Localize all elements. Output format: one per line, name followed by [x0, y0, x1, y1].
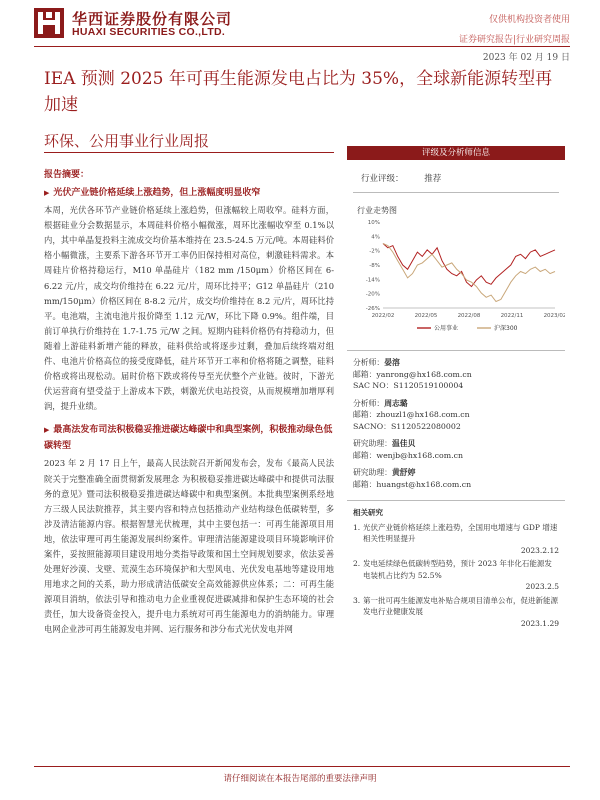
analyst-role: 分析师：	[353, 398, 385, 408]
trend-chart	[347, 216, 565, 336]
x-tick-label: 2023/02	[543, 313, 565, 319]
related-item[interactable]	[353, 595, 559, 618]
y-tick-label: 4%	[371, 234, 380, 241]
triangle-bullet-icon: ▶	[44, 425, 50, 435]
y-tick-label: -14%	[365, 277, 380, 284]
analyst-entry	[353, 467, 559, 490]
related-date: 2023.2.12	[520, 545, 559, 555]
related-item[interactable]	[353, 558, 559, 581]
series-line-1	[383, 244, 555, 287]
analyst-name: 温佳贝	[391, 439, 416, 448]
analyst-entry	[353, 357, 559, 392]
analyst-sac: SACNO：S1120522080002	[353, 421, 461, 431]
x-tick-label: 2022/05	[414, 313, 438, 319]
legal-footer: 请仔细阅读在本报告尾部的重要法律声明	[223, 774, 377, 784]
related-num: 2.	[353, 559, 361, 568]
report-date: 2023 年 02 月 19 日	[482, 53, 570, 63]
related-research	[347, 500, 565, 629]
analyst-email[interactable]: 邮箱：zhouzl1@hx168.com.cn	[353, 410, 470, 419]
report-subtitle: 环保、公用事业行业周报	[44, 132, 210, 150]
y-tick-label: -8%	[369, 263, 380, 269]
related-text: 光伏产业链价格延续上涨趋势，全国用电增速与 GDP 增速相关性明显提升	[363, 522, 558, 543]
header-divider	[34, 46, 570, 47]
analyst-list	[347, 350, 565, 490]
x-tick-label: 2022/08	[457, 313, 481, 319]
analyst-sac: SAC NO：S1120519100004	[353, 381, 464, 390]
analyst-entry	[353, 398, 559, 433]
related-text: 第一批可再生能源发电补贴合规项目清单公布，促进新能源发电行业健康发展	[363, 595, 558, 616]
y-tick-label: 10%	[367, 220, 380, 226]
x-tick-label: 2022/11	[500, 313, 524, 319]
related-date: 2023.2.5	[525, 582, 559, 591]
report-title: IEA 预测 2025 年可再生能源发电占比为 35%，全球新能源转型再加速	[44, 69, 553, 115]
related-date: 2023.1.29	[520, 618, 559, 628]
related-item[interactable]	[353, 522, 559, 545]
analyst-name: 黄舒婷	[391, 468, 416, 477]
y-tick-label: -2%	[369, 248, 380, 255]
y-tick-label: -20%	[365, 291, 380, 298]
related-text: 发电延续绿色低碳转型趋势，预计 2023 年非化石能源发电装机占比约为 52.5%	[363, 559, 552, 580]
legend-label: 沪深300	[494, 325, 518, 332]
related-title: 相关研究	[353, 508, 383, 517]
industry-rating	[361, 172, 565, 184]
section-body: 2023 年 2 月 17 日上午，最高人民法院召开新闻发布会，发布《最高人民法院关于完整准确全面贯彻新发展理念 为积极稳妥推进碳达峰碳中和提供司法服务的意见》暨司法积极稳妥推进碳达峰碳中和典型案例。本批典型案例系经地方三级人民法院推荐，其主要内容和特点包括推动产业结构绿色低碳转型，多涉及清洁能源内容。根据智慧光伏梳理，其中主要包括一：可再生能源项目用地，依法审理可再生能源发展纠纷案件。审理清洁能源建设项目环境影响评价案件，妥按照能源项目建设用地分类指导政策和国土空间规划要求，依法妥善处理好沙漠、戈壁、荒漠生态环境保护和大型风电、光伏发电基地等建设用地用地求之间的关系，助力形成清洁低碳安全高效能源供应体系；二：可再生能源项目消纳，依法引导和推动电力企业重视促进碳减排和保护生态环境的社会责任，加大设备资金投入，提升电力系统对可再生能源电力的消纳能力。审理电网企业涉可再生能源发电并网、运行服务和涉分布式光伏发电并网	[44, 458, 334, 635]
company-name-en: HUAXI SECURITIES CO.,LTD.	[72, 26, 226, 38]
analyst-role: 研究助理：	[353, 439, 392, 448]
footer-divider	[34, 766, 570, 767]
analyst-role: 研究助理：	[353, 468, 392, 477]
section-heading	[44, 185, 334, 201]
section-heading	[44, 422, 334, 454]
legend-label: 公用事业	[434, 325, 459, 332]
info-panel	[347, 146, 565, 631]
info-panel-header: 评级及分析师信息	[347, 146, 565, 160]
huaxi-logo-icon	[34, 8, 64, 38]
x-tick-label: 2022/02	[371, 313, 395, 319]
rating-label: 行业评级：	[361, 174, 404, 184]
report-type: 证券研究报告|行业研究周报	[458, 35, 570, 45]
related-num: 1.	[353, 522, 361, 532]
rating-value: 推荐	[424, 174, 442, 184]
rating-divider	[353, 192, 559, 193]
analyst-role: 分析师：	[353, 358, 385, 367]
summary-column	[44, 168, 334, 638]
trend-chart-title: 行业走势图	[357, 206, 397, 215]
subtitle-divider	[44, 152, 334, 153]
related-num: 3.	[353, 595, 361, 605]
section-heading-text: 最高法发布司法积极稳妥推进碳达峰碳中和典型案例，积极推动绿色低碳转型	[44, 425, 333, 452]
analyst-entry	[353, 438, 559, 461]
analyst-name: 晏溶	[384, 358, 400, 367]
series-line-2	[383, 244, 555, 302]
summary-label: 报告摘要：	[44, 170, 90, 180]
analyst-name: 周志璐	[384, 398, 408, 408]
section-body: 本周，光伏各环节产业链价格延续上涨趋势，但涨幅较上周收窄。硅料方面，根据硅业分会数据显示，本周硅料价格小幅微涨，周环比涨幅收窄至 0.1%以内，其中单晶复投料主流成交均价基本维持在 23.5-24.5 万元/吨。本周硅料价格小幅微涨，主要系下游各环节开工率仍旧保持相对高位，刺激硅料需求。本周硅片价格持稳运行，M10 单晶硅片（182 mm /150μm）价格区间在 6-6.22 元/片，成交均价维持在 6.22 元/片，周环比持平；G12 单晶硅片（210 mm/150μm）价格区间在 8-8.2 元/片，成交均价维持在 8.2 元/片，周环比持平。电池端，主流电池片报价降至 1.12 元/W，环比下降 0.9%。组件端，目前订单执行价维持在 1.7-1.75 元/W 之间。短期内硅料价格仍有持稳动力，但随着上游硅料新增产能的释放，硅料供给或将逐步过剩，叠加后续终端对组件、电池片价格高位的接受度降低，硅片环节开工率和价格将随之调整，硅料价格或将出现松动。届时价格下跌或将传导至光伏整个产业链。彼时，下游光伏运营商有望受益于上游成本下跌，刺激光伏电站投资，从而规模增加增厚利润，提升业绩。	[44, 205, 334, 412]
analyst-email[interactable]: 邮箱：huangst@hx168.com.cn	[353, 479, 472, 489]
company-name-cn: 华西证券股份有限公司	[72, 10, 233, 28]
analyst-email[interactable]: 邮箱：yanrong@hx168.com.cn	[353, 369, 472, 379]
analyst-email[interactable]: 邮箱：wenjb@hx168.com.cn	[353, 450, 464, 460]
section-heading-text: 光伏产业链价格延续上涨趋势，但上涨幅度明显收窄	[53, 188, 261, 199]
triangle-bullet-icon: ▶	[44, 188, 50, 198]
audience-tagline: 仅供机构投资者使用	[488, 15, 570, 25]
y-tick-label: -26%	[365, 306, 380, 312]
